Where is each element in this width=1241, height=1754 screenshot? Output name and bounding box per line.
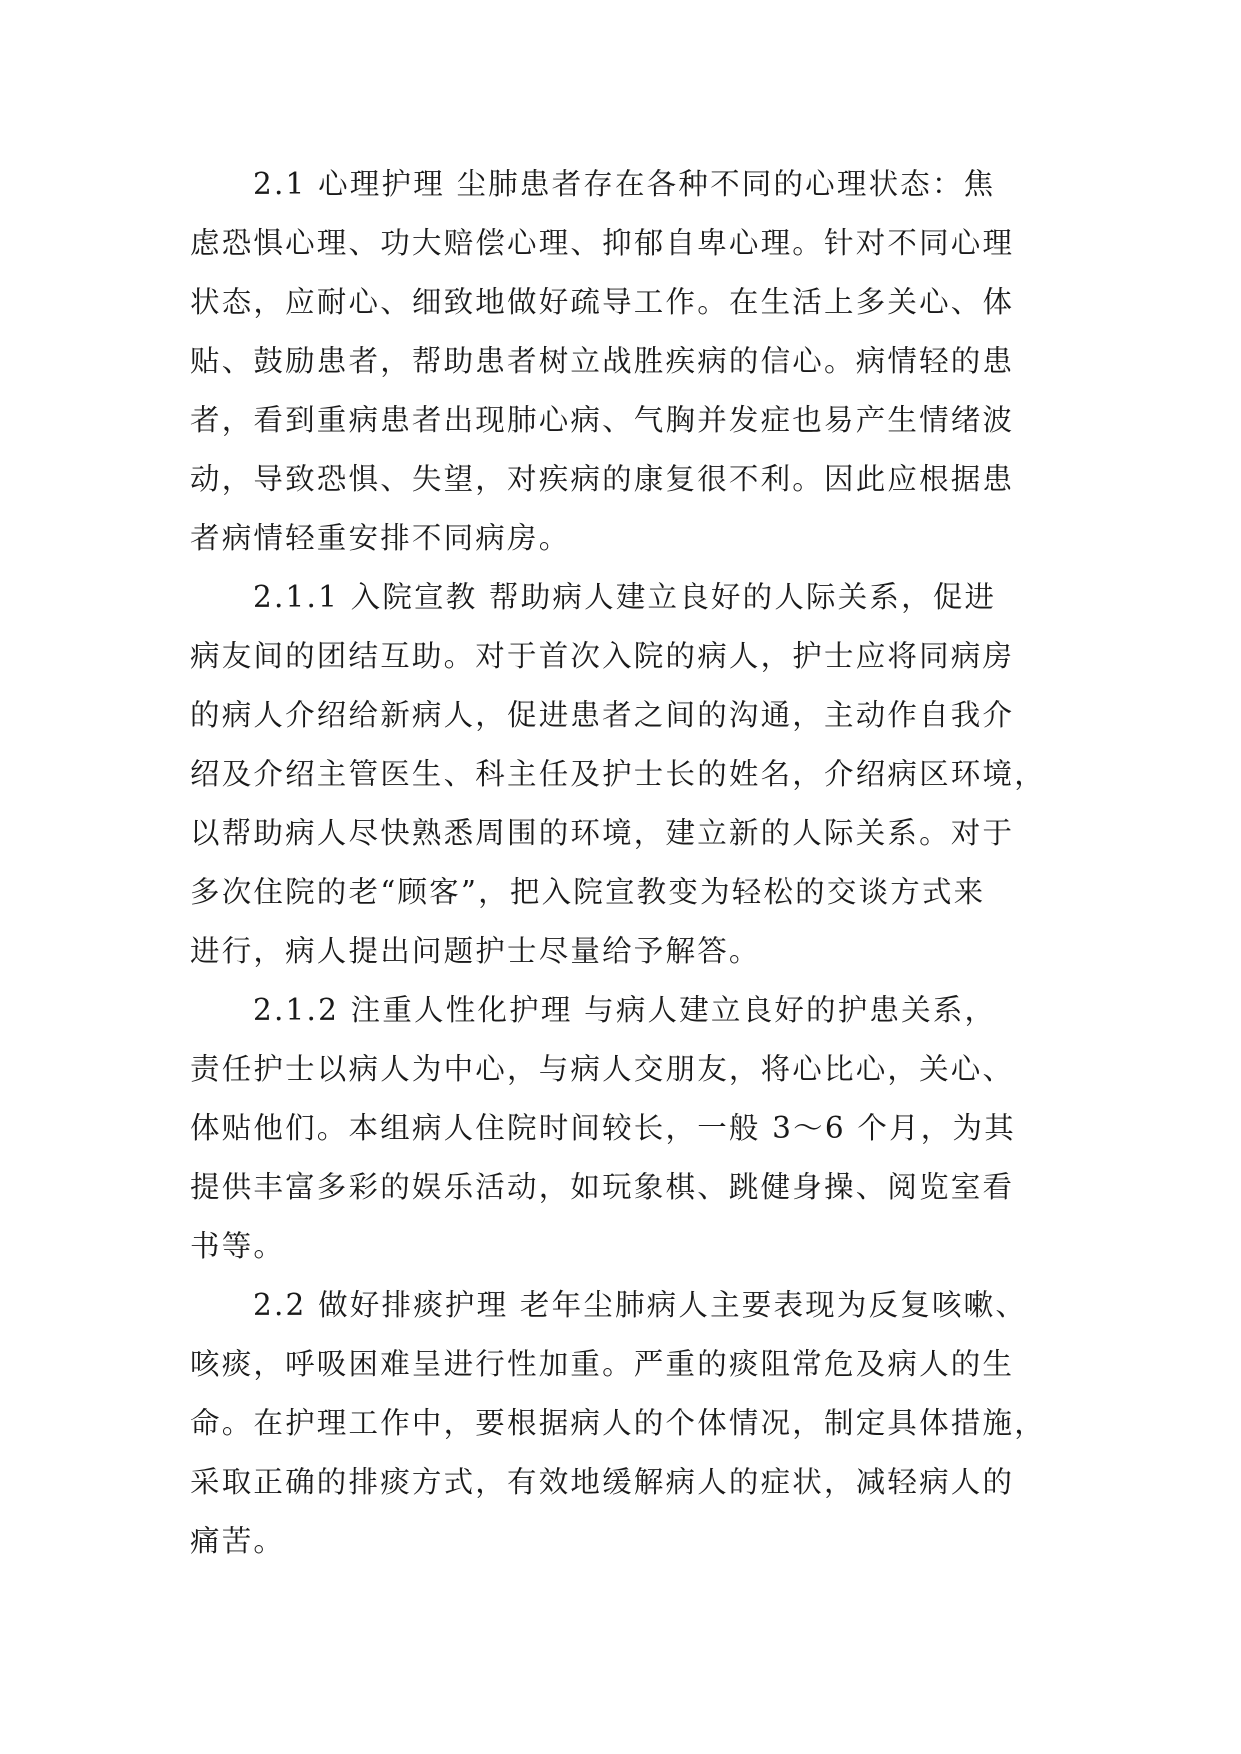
text-line: 2.2 做好排痰护理 老年尘肺病人主要表现为反复咳嗽、 <box>253 1288 1028 1322</box>
text-line: 提供丰富多彩的娱乐活动，如玩象棋、跳健身操、阅览室看 <box>190 1170 1015 1204</box>
text-line: 绍及介绍主管医生、科主任及护士长的姓名，介绍病区环境， <box>190 757 1046 791</box>
document-body <box>190 155 1052 1571</box>
text-line: 采取正确的排痰方式，有效地缓解病人的症状，减轻病人的 <box>190 1465 1015 1499</box>
text-line: 2.1 心理护理 尘肺患者存在各种不同的心理状态：焦 <box>253 167 996 201</box>
paragraph-2-1-1 <box>190 568 1052 981</box>
text-line: 多次住院的老“顾客”，把入院宣教变为轻松的交谈方式来 <box>190 875 986 909</box>
text-line: 2.1.2 注重人性化护理 与病人建立良好的护患关系， <box>253 993 997 1027</box>
text-line: 贴、鼓励患者，帮助患者树立战胜疾病的信心。病情轻的患 <box>190 344 1015 378</box>
text-line: 命。在护理工作中，要根据病人的个体情况，制定具体措施， <box>190 1406 1046 1440</box>
text-line: 责任护士以病人为中心，与病人交朋友，将心比心，关心、 <box>190 1052 1015 1086</box>
paragraph-2-2 <box>190 1276 1052 1571</box>
text-line: 者病情轻重安排不同病房。 <box>190 521 571 555</box>
text-line: 2.1.1 入院宣教 帮助病人建立良好的人际关系，促进 <box>253 580 997 614</box>
paragraph-2-1 <box>190 155 1052 568</box>
paragraph-2-1-2 <box>190 981 1052 1276</box>
text-line: 的病人介绍给新病人，促进患者之间的沟通，主动作自我介 <box>190 698 1015 732</box>
text-line: 虑恐惧心理、功大赔偿心理、抑郁自卑心理。针对不同心理 <box>190 226 1015 260</box>
text-line: 咳痰，呼吸困难呈进行性加重。严重的痰阻常危及病人的生 <box>190 1347 1015 1381</box>
text-line: 痛苦。 <box>190 1524 286 1558</box>
text-line: 进行，病人提出问题护士尽量给予解答。 <box>190 934 761 968</box>
text-line: 状态，应耐心、细致地做好疏导工作。在生活上多关心、体 <box>190 285 1015 319</box>
text-line: 动，导致恐惧、失望，对疾病的康复很不利。因此应根据患 <box>190 462 1015 496</box>
text-line: 书等。 <box>190 1229 286 1263</box>
text-line: 病友间的团结互助。对于首次入院的病人，护士应将同病房 <box>190 639 1015 673</box>
text-line: 体贴他们。本组病人住院时间较长，一般 3～6 个月，为其 <box>190 1111 1016 1145</box>
text-line: 者，看到重病患者出现肺心病、气胸并发症也易产生情绪波 <box>190 403 1015 437</box>
text-line: 以帮助病人尽快熟悉周围的环境，建立新的人际关系。对于 <box>190 816 1015 850</box>
